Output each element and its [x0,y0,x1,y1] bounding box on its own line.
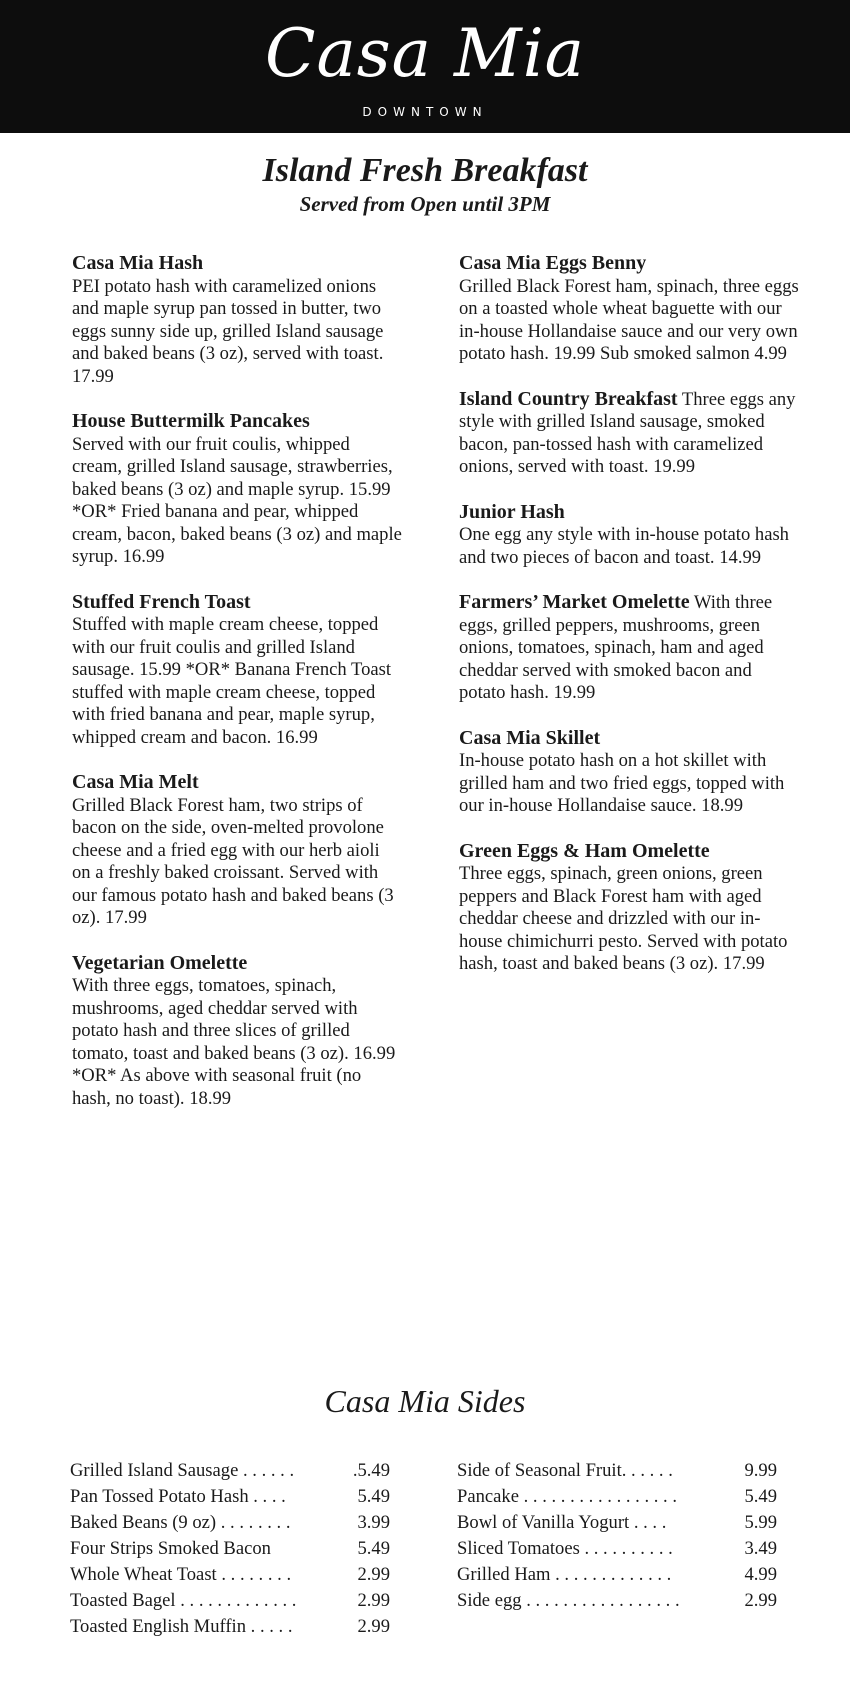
side-item [70,1588,390,1614]
side-item-label: Toasted Bagel . . . . . . . . . . . . . [70,1590,297,1611]
menu-item-name: Junior Hash [459,500,565,523]
side-item-label: Pancake . . . . . . . . . . . . . . . . . [457,1486,677,1507]
side-item-price: 9.99 [744,1460,777,1481]
menu-item-name: Green Eggs & Ham Omelette [459,839,710,862]
menu-item-description: PEI potato hash with caramelized onions and maple syrup pan tossed in butter, two eggs sunny side up, grilled Island sausage and baked beans (3 oz), served with toast. 17.99 [72,275,384,387]
menu-item [72,771,402,930]
side-item-price: 2.99 [357,1564,390,1585]
menu-item-name: Island Country Breakfast [459,387,678,410]
side-item [70,1614,390,1640]
breakfast-title: Island Fresh Breakfast [262,152,588,189]
sides-title: Casa Mia Sides [324,1383,526,1419]
side-item-label: Grilled Ham . . . . . . . . . . . . . [457,1564,672,1585]
side-item [70,1510,390,1536]
sides-left-column [70,1458,390,1640]
menu-item [459,591,799,705]
side-item-price: 5.49 [357,1486,390,1507]
side-item-label: Side of Seasonal Fruit. . . . . . [457,1460,673,1481]
side-item-price: 5.49 [744,1486,777,1507]
side-item [70,1536,390,1562]
menu-item-description: With three eggs, tomatoes, spinach, mushrooms, aged cheddar served with potato hash and three slices of grilled tomato, toast and baked beans (3 oz). 16.99 *OR* As above with seasonal fruit (no hash, no toast). 18.99 [72,975,396,1109]
menu-item [459,252,799,366]
menu-item-name: Farmers’ Market Omelette [459,591,690,613]
menu-item-description: Stuffed with maple cream cheese, topped with our fruit coulis and grilled Island sausage. 15.99 *OR* Banana French Toast stuffed with maple cream cheese, topped with fried banana and pear, maple syrup, whipped cream and bacon. 16.99 [72,614,392,748]
side-item-label: Sliced Tomatoes . . . . . . . . . . [457,1538,673,1559]
side-item [457,1484,777,1510]
side-item [457,1588,777,1614]
menu-item-description: One egg any style with in-house potato hash and two pieces of bacon and toast. 14.99 [459,524,789,568]
sides-right-column [457,1458,777,1614]
side-item-label: Four Strips Smoked Bacon [70,1538,271,1559]
menu-item-name: Stuffed French Toast [72,590,251,613]
menu-item-name: House Buttermilk Pancakes [72,410,310,432]
menu-item [72,410,402,569]
menu-item-description: Three eggs, spinach, green onions, green peppers and Black Forest ham with aged cheddar cheese and drizzled with our in-house chimichurri pesto. Served with potato hash, toast and baked beans (3 oz). 17.99 [459,863,788,974]
side-item-label: Bowl of Vanilla Yogurt . . . . [457,1512,667,1533]
side-item-label: Grilled Island Sausage . . . . . . [70,1460,295,1481]
menu-item [459,727,799,818]
menu-item-name: Casa Mia Hash [72,252,204,274]
menu-item [72,252,402,388]
side-item-price: 3.99 [357,1512,390,1533]
menu-item-name: Casa Mia Eggs Benny [459,252,647,274]
menu-item-description: Three eggs any style with grilled Island sausage, smoked bacon, pan-tossed hash with caramelized onions, served with toast. 19.99 [459,388,796,477]
side-item-label: Baked Beans (9 oz) . . . . . . . . [70,1512,291,1533]
side-item-label: Side egg . . . . . . . . . . . . . . . . . [457,1590,680,1611]
side-item-price: .5.49 [352,1460,390,1481]
side-item [70,1458,390,1484]
breakfast-right-column [459,252,799,976]
menu-item-description: Served with our fruit coulis, whipped cream, grilled Island sausage, strawberries, baked beans (3 oz) and maple syrup. 15.99 *OR* Fried banana and pear, whipped cream, bacon, baked beans (3 oz) and maple syrup. 16.99 [72,433,402,567]
logo-subtitle: DOWNTOWN [362,105,488,119]
header-banner [0,0,850,133]
menu-item-name: Casa Mia Skillet [459,726,601,749]
side-item-price: 2.99 [357,1590,390,1611]
menu-item [72,952,402,1111]
menu-item [72,591,402,750]
side-item-label: Toasted English Muffin . . . . . [70,1616,293,1637]
menu-item [459,501,799,570]
side-item-price: 3.49 [744,1538,777,1559]
side-item-price: 2.99 [357,1616,390,1637]
breakfast-left-column [72,252,402,1110]
menu-item-name: Casa Mia Melt [72,771,199,793]
side-item-label: Whole Wheat Toast . . . . . . . . [70,1564,292,1585]
side-item-label: Pan Tossed Potato Hash . . . . [70,1486,286,1507]
logo-script-text: Casa Mia [264,15,586,92]
menu-item-description: Grilled Black Forest ham, two strips of bacon on the side, oven-melted provolone cheese and a fried egg with our herb aioli on a freshly baked croissant. Served with our famous potato hash and baked beans (3 oz). 17.99 [72,794,394,928]
side-item [457,1458,777,1484]
side-item [70,1562,390,1588]
menu-item [459,840,799,976]
breakfast-subtitle: Served from Open until 3PM [299,192,551,216]
side-item-price: 4.99 [744,1564,777,1585]
menu-item-name: Vegetarian Omelette [72,951,248,974]
side-item [457,1510,777,1536]
menu-item-description: With three eggs, grilled peppers, mushrooms, green onions, tomatoes, spinach, ham and aged cheddar served with smoked bacon and potato hash. 19.99 [459,592,773,703]
side-item [457,1562,777,1588]
side-item [457,1536,777,1562]
side-item-price: 5.49 [357,1538,390,1559]
menu-item-description: In-house potato hash on a hot skillet with grilled ham and two fried eggs, topped with our in-house Hollandaise sauce. 18.99 [459,750,785,816]
side-item [70,1484,390,1510]
menu-item-description: Grilled Black Forest ham, spinach, three eggs on a toasted whole wheat baguette with our in-house Hollandaise sauce and our very own potato hash. 19.99 Sub smoked salmon 4.99 [459,275,799,364]
side-item-price: 2.99 [744,1590,777,1611]
menu-item [459,388,799,479]
side-item-price: 5.99 [744,1512,777,1533]
